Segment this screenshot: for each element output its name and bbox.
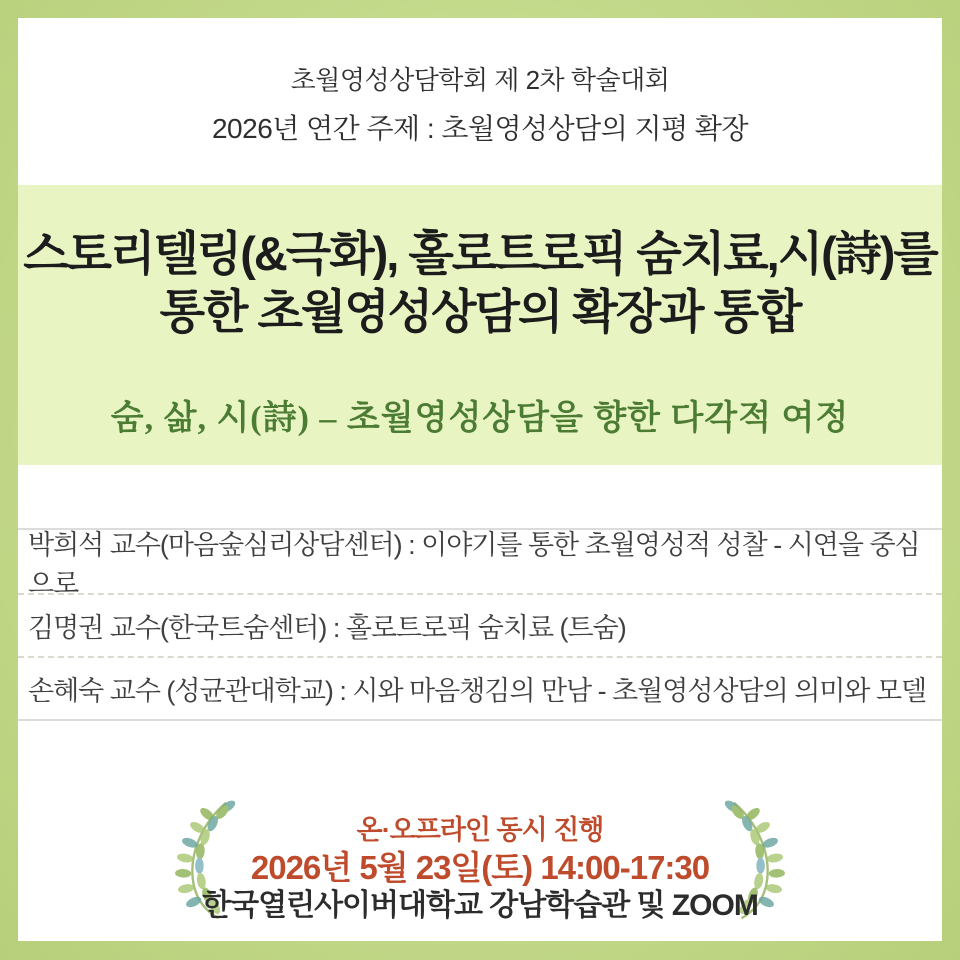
speaker-row-2: 김명권 교수(한국트숨센터) : 홀로트로픽 숨치료 (트숨) bbox=[18, 593, 942, 656]
speakers-list bbox=[18, 528, 942, 721]
annual-theme: 2026년 연간 주제 : 초월영성상담의 지평 확장 bbox=[211, 113, 748, 144]
subtitle: 숨, 삶, 시(詩) – 초월영성상담을 향한 다각적 여정 bbox=[110, 400, 850, 437]
poster-header bbox=[18, 60, 942, 147]
speaker-row-1: 박희석 교수(마음숲심리상담센터) : 이야기를 통한 초월영성적 성찰 - 시연을 중심으로 bbox=[28, 529, 920, 599]
event-location: 한국열린사이버대학교 강남학습관 및 ZOOM bbox=[202, 889, 758, 922]
main-title bbox=[18, 225, 942, 342]
conference-name: 초월영성상담학회 제 2차 학술대회 bbox=[290, 65, 670, 95]
speaker-row-3: 손혜숙 교수 (성균관대학교) : 시와 마음챙김의 만남 - 초월영성상담의 의미와 모델 bbox=[18, 656, 942, 719]
main-title-line1: 스토리텔링(&극화), 홀로트로픽 숨치료,시(詩)를 bbox=[23, 227, 937, 280]
title-band bbox=[18, 185, 942, 465]
main-title-line2: 통한 초월영성상담의 확장과 통합 bbox=[159, 285, 801, 339]
poster-card bbox=[18, 18, 942, 941]
event-datetime: 2026년 5월 23일(토) 14:00-17:30 bbox=[250, 849, 710, 886]
event-format: 온·오프라인 동시 진행 bbox=[356, 815, 604, 845]
poster-footer bbox=[18, 776, 942, 936]
